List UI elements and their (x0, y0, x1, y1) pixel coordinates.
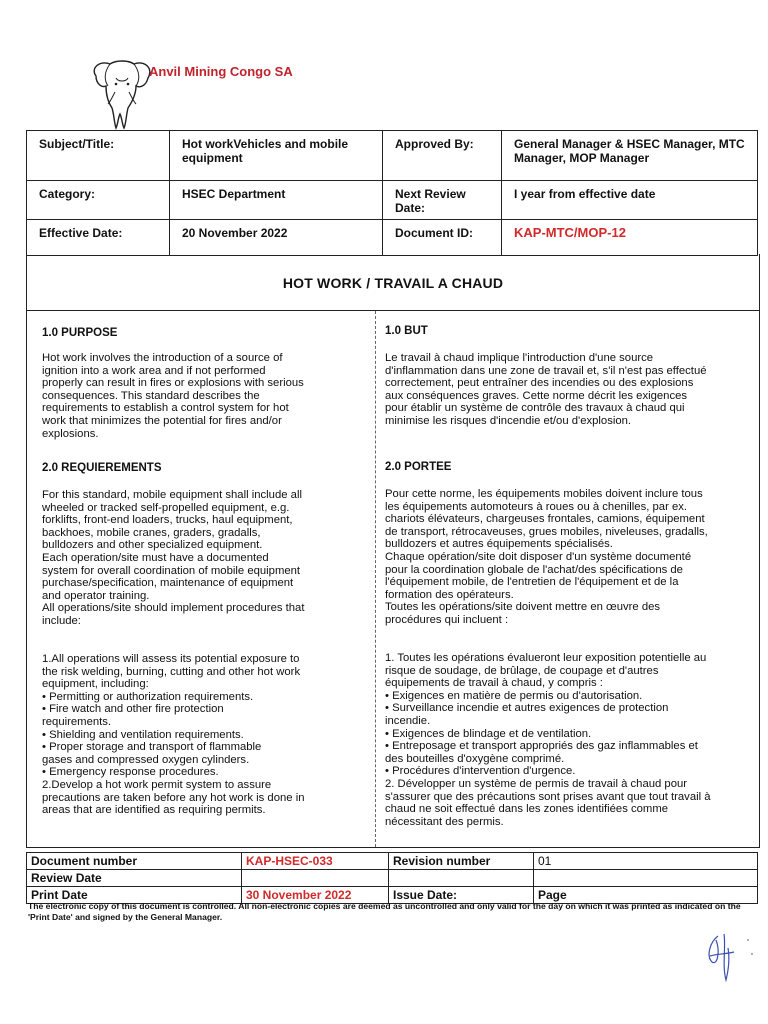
approved-value: General Manager & HSEC Manager, MTC Manager, MOP Manager (502, 131, 758, 181)
requirements-heading: 2.0 REQUIEREMENTS (42, 462, 162, 474)
requirements-list: 1.All operations will assess its potential exposure to the risk welding, burning, cutting and other hot work equipment, including: • Permitting or authorization requirements. • Fire watch and other fire protection requirements. • Shielding and ventilation requirements. • Proper storage and transport of flammable gases and compressed oxygen cylinders. • Emergency response procedures. 2.Develop a hot work permit system to assure precautions are taken before any hot work is done in areas that are identified as requiring permits. (42, 653, 305, 817)
portee-heading: 2.0 PORTEE (385, 461, 452, 473)
category-label: Category: (27, 181, 170, 220)
footer-table (26, 852, 758, 904)
issue-date-label: Issue Date: (389, 887, 534, 904)
revision-value: 01 (534, 853, 758, 870)
signature-mark-icon (696, 926, 756, 986)
review-date-empty-a (389, 870, 534, 887)
approved-label: Approved By: (383, 131, 502, 181)
controlled-copy-notice: The electronic copy of this document is controlled. All non-electronic copies are deemed as uncontrolled and only valid for the day on which it was printed as indicated on the 'Print Date' and signed by the General Manager. (28, 901, 741, 922)
review-date-label: Review Date (27, 870, 242, 887)
content-body (26, 310, 760, 848)
docnum-label: Document number (27, 853, 242, 870)
header-table (26, 130, 758, 256)
review-date-empty-b (534, 870, 758, 887)
company-name: Anvil Mining Congo SA (149, 64, 293, 79)
review-date-value (242, 870, 389, 887)
page-title: HOT WORK / TRAVAIL A CHAUD (282, 275, 504, 291)
page-label: Page (534, 887, 758, 904)
portee-text: Pour cette norme, les équipements mobiles doivent inclure tous les équipements automoteurs à roues ou à chenilles, par ex. chariots élévateurs, chargeuses frontales, camions, équipement de transport, rétrocaveuses, grues mobiles, niveleuses, gradalls, bulldozers et autres équipements spécialisés. Chaque opération/site doit disposer d'un système documenté pour la coordination globale de l'achat/des spécifications de l'équipement mobile, de l'entretien de l'équipement et de la formation des opérateurs. Toutes les opérations/site doivent mettre en œuvre des procédures qui incluent : (385, 488, 708, 626)
effective-value: 20 November 2022 (170, 220, 383, 256)
subject-value: Hot workVehicles and mobile equipment (170, 131, 383, 181)
but-text: Le travail à chaud implique l'introduction d'une source d'inflammation dans une zone de travail et, s'il n'est pas effectué correctement, peut entraîner des incendies ou des explosions aux conséquences graves. Cette norme décrit les exigences pour établir un système de contrôle des travaux à chaud qui minimise les risques d'incendie et/ou d'explosion. (385, 352, 707, 427)
elephant-logo-icon (86, 58, 156, 130)
but-heading: 1.0 BUT (385, 325, 428, 337)
docnum-value: KAP-HSEC-033 (242, 853, 389, 870)
docid-value: KAP-MTC/MOP-12 (502, 220, 758, 256)
docid-label: Document ID: (383, 220, 502, 256)
print-date-value: 30 November 2022 (242, 887, 389, 904)
print-date-label: Print Date (27, 887, 242, 904)
review-label: Next Review Date: (383, 181, 502, 220)
purpose-heading: 1.0 PURPOSE (42, 327, 118, 339)
review-value: I year from effective date (502, 181, 758, 220)
title-band (26, 254, 760, 311)
requirements-text: For this standard, mobile equipment shall include all wheeled or tracked self-propelled equipment, e.g. forklifts, front-end loaders, trucks, haul equipment, backhoes, mobile cranes, graders, gradalls, bulldozers and other specialized equipment. Each operation/site must have a documented system for overall coordination of mobile equipment purchase/specification, maintenance of equipment and operator training. All operations/site should implement procedures that include: (42, 489, 305, 627)
effective-label: Effective Date: (27, 220, 170, 256)
purpose-text: Hot work involves the introduction of a source of ignition into a work area and if not performed properly can result in fires or explosions with serious consequences. This standard describes the requirements to establish a control system for hot work that minimizes the potential for fires and/or explosions. (42, 352, 304, 440)
category-value: HSEC Department (170, 181, 383, 220)
portee-list: 1. Toutes les opérations évalueront leur exposition potentielle au risque de soudage, de brûlage, de coupage et d'autres équipements de travail à chaud, y compris : • Exigences en matière de permis ou d'autorisation. • Surveillance incendie et autres exigences de protection incendie. • Exigences de blindage et de ventilation. • Entreposage et transport appropriés des gaz inflammables et des bouteilles d'oxygène comprimé. • Procédures d'intervention d'urgence. 2. Développer un système de permis de travail à chaud pour s'assurer que des précautions sont prises avant que tout travail à chaud ne soit effectué dans les zones identifiées comme nécessitant des permis. (385, 652, 711, 828)
column-divider (375, 311, 376, 847)
subject-label: Subject/Title: (27, 131, 170, 181)
revision-label: Revision number (389, 853, 534, 870)
